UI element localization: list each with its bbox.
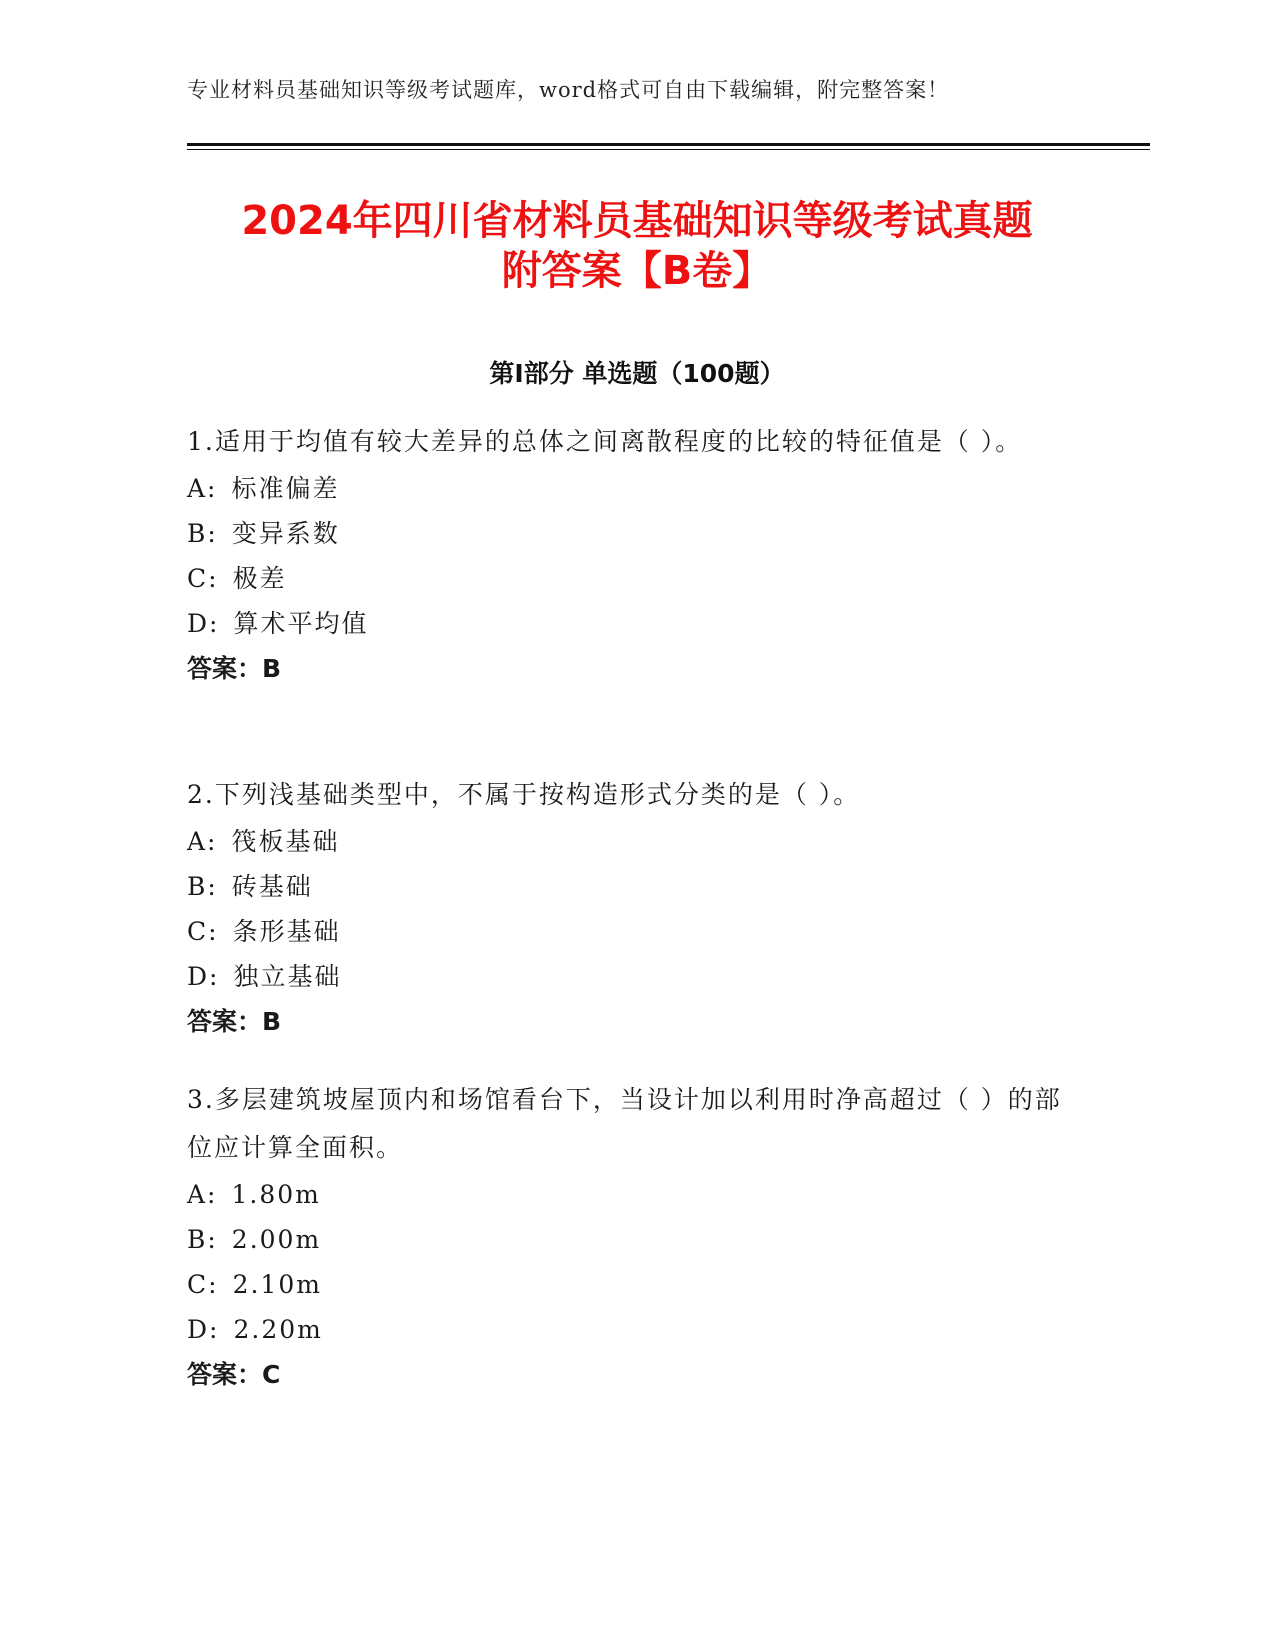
- header-rule-thin: [187, 149, 1150, 150]
- question-3: [187, 1076, 1067, 1397]
- option-c: [187, 909, 1067, 954]
- document-title: [187, 196, 1087, 296]
- header-note: 专业材料员基础知识等级考试题库，word格式可自由下载编辑，附完整答案！: [187, 78, 950, 102]
- option-text: 变异系数: [231, 519, 340, 548]
- option-b: [187, 1217, 1067, 1262]
- answer: 答案：B: [187, 1007, 282, 1036]
- option-b: [187, 511, 1067, 556]
- option-letter: B:: [187, 872, 218, 901]
- option-text: 2.00m: [231, 1225, 322, 1254]
- question-stem: 2.下列浅基础类型中，不属于按构造形式分类的是（ ）。: [187, 780, 861, 809]
- option-letter: A:: [187, 827, 218, 856]
- option-letter: A:: [187, 474, 218, 503]
- option-letter: D:: [187, 962, 220, 991]
- option-letter: C:: [187, 1270, 219, 1299]
- option-text: 2.20m: [233, 1315, 323, 1344]
- option-d: [187, 601, 1067, 646]
- option-text: 极差: [232, 564, 287, 593]
- option-text: 条形基础: [232, 917, 341, 946]
- option-letter: B:: [187, 1225, 218, 1254]
- option-text: 标准偏差: [231, 474, 340, 503]
- document-title-line-1: 2024年四川省材料员基础知识等级考试真题: [241, 198, 1033, 244]
- option-letter: C:: [187, 917, 219, 946]
- option-text: 独立基础: [233, 962, 342, 991]
- option-text: 算术平均值: [233, 609, 369, 638]
- option-letter: D:: [187, 1315, 220, 1344]
- option-text: 砖基础: [231, 872, 313, 901]
- option-letter: D:: [187, 609, 220, 638]
- question-1: [187, 418, 1067, 691]
- answer: 答案：C: [187, 1360, 281, 1389]
- option-c: [187, 556, 1067, 601]
- option-b: [187, 864, 1067, 909]
- option-d: [187, 954, 1067, 999]
- option-letter: B:: [187, 519, 218, 548]
- option-text: 筏板基础: [231, 827, 340, 856]
- option-letter: A:: [187, 1180, 218, 1209]
- question-2: [187, 771, 1067, 1044]
- question-stem: 1.适用于均值有较大差异的总体之间离散程度的比较的特征值是（ ）。: [187, 427, 1023, 456]
- option-text: 1.80m: [231, 1180, 321, 1209]
- option-text: 2.10m: [232, 1270, 322, 1299]
- option-a: [187, 466, 1067, 511]
- header-rule-thick: [187, 143, 1150, 146]
- document-title-line-2: 附答案【B卷】: [501, 248, 773, 294]
- question-stem: 3.多层建筑坡屋顶内和场馆看台下，当设计加以利用时净高超过（ ）的部位应计算全面积。: [187, 1085, 1062, 1162]
- option-a: [187, 1172, 1067, 1217]
- option-c: [187, 1262, 1067, 1307]
- option-d: [187, 1307, 1067, 1352]
- section-title: 第Ⅰ部分 单选题（100题）: [489, 359, 785, 388]
- answer: 答案：B: [187, 654, 282, 683]
- option-a: [187, 819, 1067, 864]
- option-letter: C:: [187, 564, 219, 593]
